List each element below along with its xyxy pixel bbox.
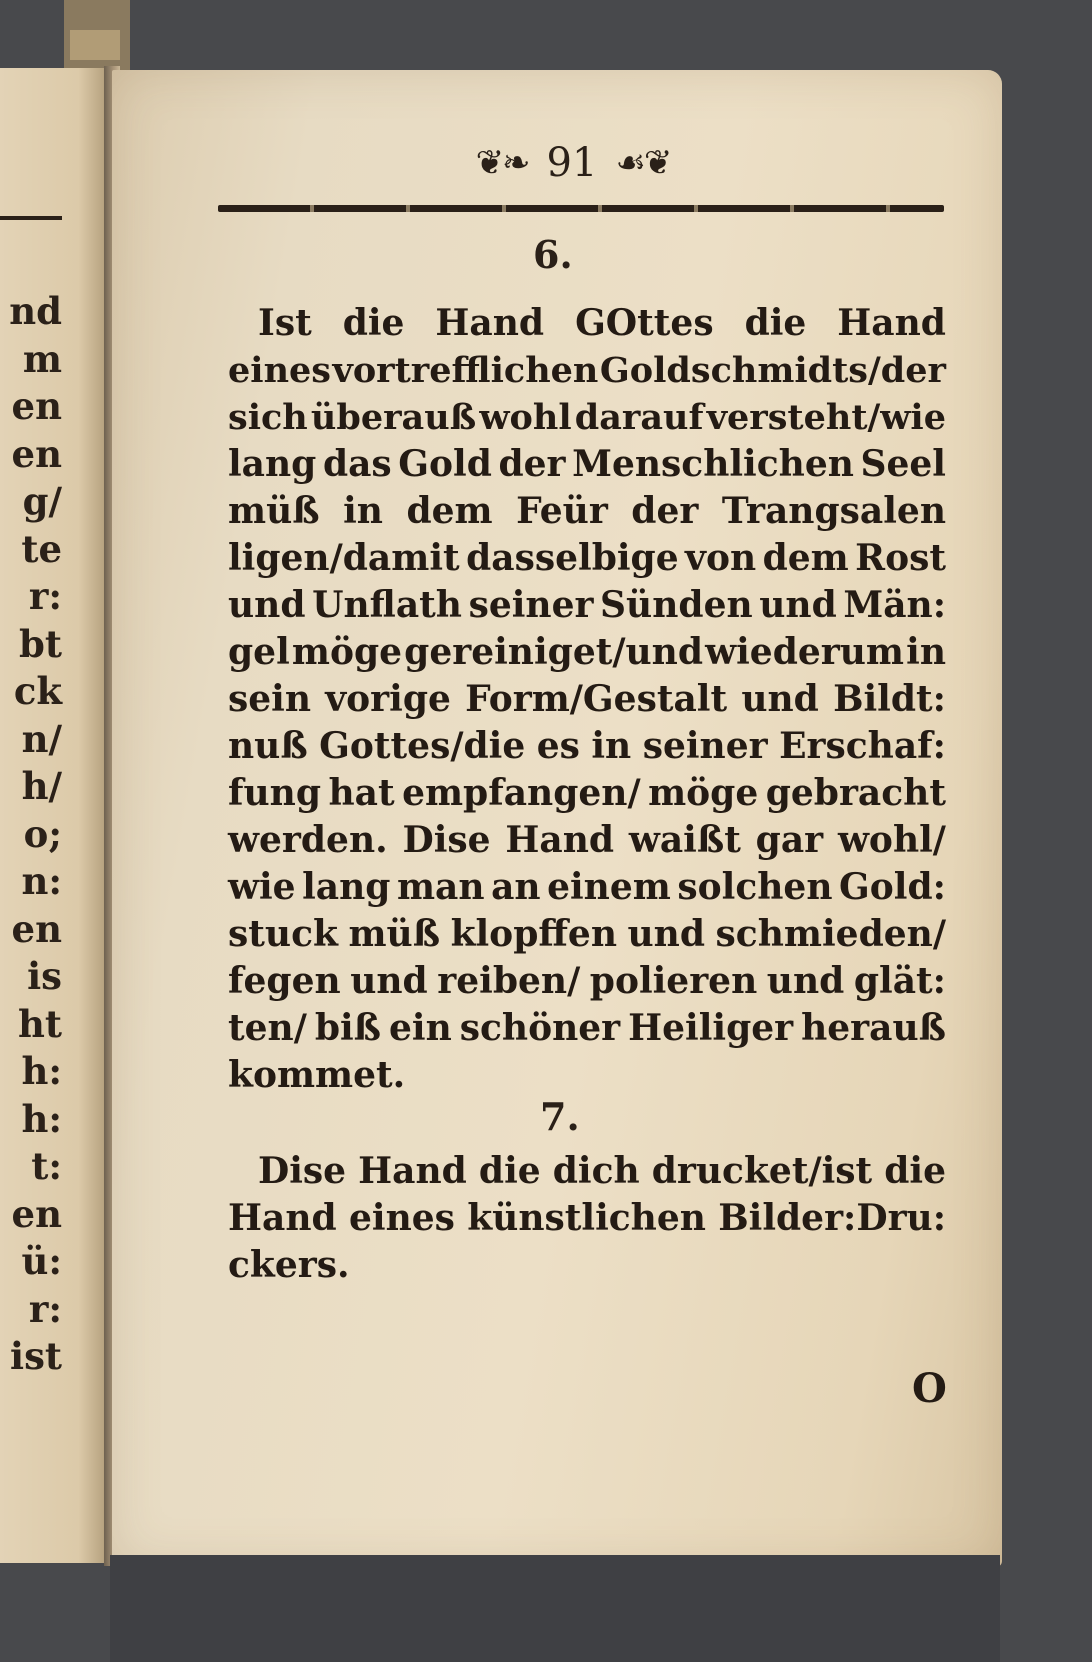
left-page-fragment: ist: [10, 1334, 62, 1378]
text-line: Dise Hand die dich drucket/ist die: [258, 1150, 946, 1192]
left-page-fragment: en: [11, 384, 62, 428]
text-line: ligen/damit dasselbige von dem Rost: [228, 537, 946, 579]
catchword: O: [912, 1365, 947, 1412]
left-page-fragment: ck: [13, 669, 62, 713]
left-page-fragment: en: [11, 1191, 62, 1236]
text-line: und Unflath seiner Sünden und Män:: [228, 584, 946, 626]
text-line: Hand eines künstlichen Bilder:Dru:: [228, 1197, 946, 1239]
left-page-fragment: t:: [31, 1144, 62, 1188]
left-page-fragment: ü:: [21, 1239, 62, 1283]
binding-thread: [70, 30, 120, 60]
left-page-fragment: h/: [21, 764, 62, 808]
section-6-text: [228, 300, 946, 1099]
left-page-fragment: r:: [28, 1286, 62, 1331]
text-line: müß in dem Feür der Trangsalen: [228, 490, 946, 532]
text-line: lang das Gold der Menschlichen Seel: [228, 443, 946, 485]
left-page-fragment: is: [27, 954, 62, 998]
text-line: sein vorige Form/Gestalt und Bildt:: [228, 678, 946, 720]
text-line: ckers.: [228, 1244, 350, 1286]
page-shadow: [110, 1555, 1000, 1662]
text-line: werden. Dise Hand waißt gar wohl/: [228, 819, 946, 861]
left-page-fragment: en: [11, 906, 62, 951]
text-line: gel möge gereiniget/und wiederum in: [228, 631, 946, 673]
left-page: [0, 68, 112, 1563]
page-header: [435, 140, 711, 186]
text-line: stuck müß klopffen und schmieden/: [228, 913, 946, 955]
header-rule: [218, 205, 944, 212]
left-page-fragment: h:: [21, 1049, 62, 1093]
right-ornament-icon: ☙❦: [615, 143, 671, 183]
left-ornament-icon: ❦❧: [475, 143, 529, 183]
left-page-fragment: n/: [21, 716, 62, 761]
left-page-fragment: n:: [21, 859, 62, 903]
text-line: eines vortrefflichen Goldschmidts/der: [228, 350, 946, 391]
left-page-fragment: bt: [19, 621, 62, 666]
section-7-text: [228, 1148, 946, 1289]
left-page-fragment: m: [22, 336, 62, 381]
text-line: wie lang man an einem solchen Gold:: [228, 866, 946, 908]
left-page-fragment: r:: [28, 574, 62, 618]
text-line: nuß Gottes/die es in seiner Erschaf:: [228, 725, 946, 767]
left-page-fragment: te: [21, 526, 62, 571]
text-line: Ist die Hand GOttes die Hand: [258, 302, 946, 344]
section-number-6: 6.: [533, 232, 573, 277]
text-line: sich überauß wohl darauf versteht/wie: [228, 397, 946, 438]
text-line: kommet.: [228, 1054, 406, 1096]
text-line: ten/ biß ein schöner Heiliger herauß: [228, 1007, 946, 1049]
left-page-rule: [0, 216, 62, 220]
left-page-fragment: en: [11, 431, 62, 476]
left-page-fragment: ht: [18, 1001, 62, 1046]
page-number: 91: [546, 140, 598, 186]
text-line: fegen und reiben/ polieren und glät:: [228, 960, 946, 1002]
left-page-fragment: nd: [9, 289, 62, 333]
left-page-fragment: h:: [21, 1096, 62, 1141]
text-line: fung hat empfangen/ möge gebracht: [228, 772, 946, 814]
left-page-fragment: o;: [23, 811, 62, 856]
section-number-7: 7.: [540, 1094, 580, 1139]
left-page-fragment: g/: [22, 479, 62, 523]
